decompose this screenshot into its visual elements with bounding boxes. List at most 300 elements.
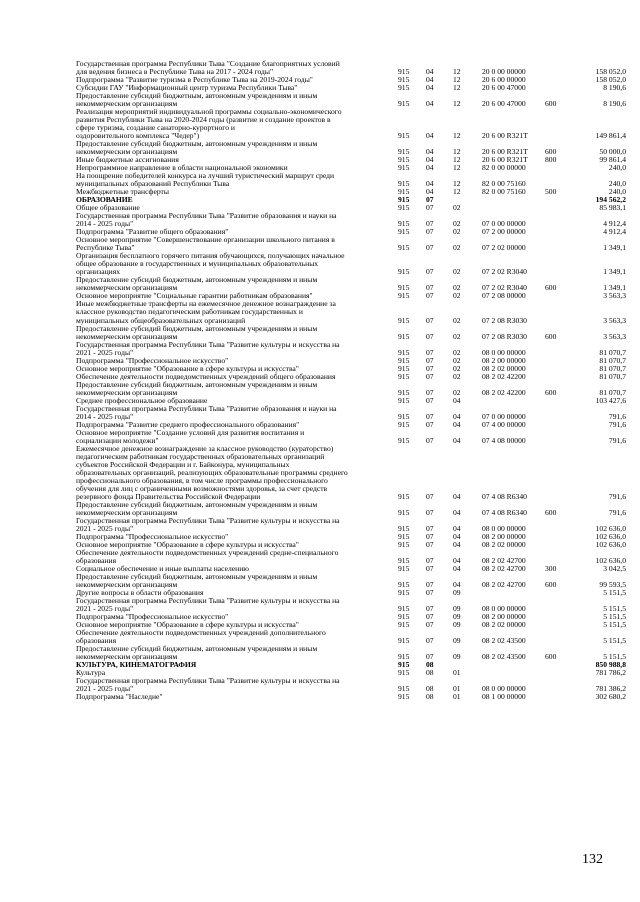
- target-article-code: 07 2 02 R3040: [482, 267, 527, 277]
- row-name: Основное мероприятие "Образование в сфере культуры и искусства": [76, 539, 299, 549]
- row-name: Государственная программа Республики Тыва "Создание благоприятных условий для ведения бизнеса в Республике Тыва на 2017 - 2024 годы": [76, 59, 340, 77]
- amount: 8 190,6: [603, 99, 626, 109]
- table-row: [76, 445, 626, 501]
- section-code: 07: [426, 620, 434, 630]
- target-article-code: 08 2 02 42700: [482, 563, 526, 573]
- subsection-code: 02: [453, 355, 461, 365]
- row-name: Подпрограмма "Профессиональное искусство": [76, 531, 229, 541]
- section-code: 07: [426, 491, 434, 501]
- ministry-code: 915: [398, 203, 410, 213]
- subsection-code: 09: [453, 652, 461, 662]
- amount: 85 983,1: [599, 203, 626, 213]
- target-article-code: 20 6 00 R321Т: [482, 155, 528, 165]
- section-code: 07: [426, 612, 434, 622]
- amount: 850 988,8: [595, 660, 626, 670]
- ministry-code: 915: [398, 668, 410, 678]
- subsection-code: 02: [453, 219, 461, 229]
- amount: 102 636,0: [595, 539, 626, 549]
- target-article-code: 20 6 00 R321Т: [482, 147, 528, 157]
- expense-type-code: 500: [545, 187, 557, 197]
- target-article-code: 07 2 08 R3030: [482, 331, 527, 341]
- row-name: Государственная программа Республики Тыва "Развитие культуры и искусства на 2021 - 2025 годы": [76, 596, 340, 614]
- row-name: Иные межбюджетные трансферты на ежемесячное денежное вознаграждение за классное руководство педагогическим работникам государственных и муниципальных общеобразовательных организаций: [76, 299, 336, 325]
- target-article-code: 07 2 08 00000: [482, 291, 526, 301]
- target-article-code: 07 2 08 R3030: [482, 315, 527, 325]
- amount: 4 912,4: [603, 227, 626, 237]
- row-name: Иные бюджетные ассигнования: [76, 155, 179, 165]
- amount: 99 593,5: [599, 580, 626, 590]
- target-article-code: 07 4 08 00000: [482, 435, 526, 445]
- table-row: [76, 405, 626, 421]
- section-code: 07: [426, 507, 434, 517]
- subsection-code: 12: [453, 83, 461, 93]
- amount: 302 680,2: [595, 692, 626, 702]
- row-name: Предоставление субсидий бюджетным, автономным учреждениям и иным некоммерческим организациям: [76, 644, 318, 662]
- amount: 4 912,4: [603, 219, 626, 229]
- target-article-code: 20 0 00 00000: [482, 67, 526, 77]
- table-row: [76, 597, 626, 613]
- section-code: 04: [426, 187, 434, 197]
- amount: 103 427,6: [595, 395, 626, 405]
- row-name: Непрограммное направление в области национальной экономики: [76, 163, 288, 173]
- amount: 102 636,0: [595, 523, 626, 533]
- section-code: 07: [426, 387, 434, 397]
- row-name: Подпрограмма "Наследие": [76, 692, 163, 702]
- subsection-code: 01: [453, 692, 461, 702]
- table-row: [76, 677, 626, 693]
- ministry-code: 915: [398, 291, 410, 301]
- ministry-code: 915: [398, 227, 410, 237]
- ministry-code: 915: [398, 179, 410, 189]
- subsection-code: 04: [453, 419, 461, 429]
- row-name: Культура: [76, 668, 106, 678]
- section-code: 07: [426, 419, 434, 429]
- amount: 1 349,1: [603, 267, 626, 277]
- expense-type-code: 600: [545, 580, 557, 590]
- table-row: [76, 501, 626, 517]
- subsection-code: 09: [453, 620, 461, 630]
- row-name: Реализация мероприятий индивидуальной программы социально-экономического развития Республики Тыва на 2020-2024 годы (развитие и создание проектов в сфере туризма, создание санаторно-курортного и оздоровительного комплекса "Чедер"): [76, 107, 342, 141]
- target-article-code: 20 6 00 47000: [482, 99, 526, 109]
- section-code: 04: [426, 67, 434, 77]
- target-article-code: 20 6 00 R321Т: [482, 131, 528, 141]
- section-code: 07: [426, 411, 434, 421]
- amount: 81 070,7: [599, 371, 626, 381]
- ministry-code: 915: [398, 588, 410, 598]
- row-name: Подпрограмма "Профессиональное искусство": [76, 355, 229, 365]
- target-article-code: 08 0 00 00000: [482, 684, 526, 694]
- section-code: 07: [426, 315, 434, 325]
- row-name: Подпрограмма "Развитие общего образования": [76, 227, 229, 237]
- amount: 81 070,7: [599, 355, 626, 365]
- ministry-code: 915: [398, 563, 410, 573]
- subsection-code: 04: [453, 531, 461, 541]
- ministry-code: 915: [398, 419, 410, 429]
- ministry-code: 915: [398, 219, 410, 229]
- section-code: 04: [426, 155, 434, 165]
- ministry-code: 915: [398, 435, 410, 445]
- table-row: [76, 236, 626, 252]
- target-article-code: 07 2 00 00000: [482, 227, 526, 237]
- row-name: Предоставление субсидий бюджетным, автономным учреждениям и иным некоммерческим организациям: [76, 379, 318, 397]
- expense-type-code: 600: [545, 331, 557, 341]
- ministry-code: 915: [398, 131, 410, 141]
- row-name: Среднее профессиональное образование: [76, 395, 208, 405]
- section-code: 07: [426, 395, 434, 405]
- subsection-code: 02: [453, 227, 461, 237]
- subsection-code: 12: [453, 131, 461, 141]
- subsection-code: 02: [453, 243, 461, 253]
- subsection-code: 12: [453, 67, 461, 77]
- section-row: [76, 196, 626, 204]
- amount: 3 042,5: [603, 563, 626, 573]
- ministry-code: 915: [398, 692, 410, 702]
- subsection-code: 12: [453, 75, 461, 85]
- section-code: 07: [426, 604, 434, 614]
- expense-type-code: 600: [545, 99, 557, 109]
- ministry-code: 915: [398, 67, 410, 77]
- target-article-code: 08 2 02 00000: [482, 620, 526, 630]
- subsection-code: 04: [453, 555, 461, 565]
- table-row: [76, 300, 626, 324]
- amount: 194 562,2: [595, 195, 626, 205]
- row-name: ОБРАЗОВАНИЕ: [76, 195, 133, 205]
- ministry-code: 915: [398, 387, 410, 397]
- section-code: 08: [426, 668, 434, 678]
- table-row: [76, 629, 626, 645]
- subsection-code: 09: [453, 612, 461, 622]
- amount: 791,6: [608, 411, 626, 421]
- target-article-code: 08 2 02 43500: [482, 636, 526, 646]
- table-row: [76, 92, 626, 108]
- row-name: Предоставление субсидий бюджетным, автономным учреждениям и иным некоммерческим организациям: [76, 323, 318, 341]
- amount: 102 636,0: [595, 555, 626, 565]
- ministry-code: 915: [398, 411, 410, 421]
- section-code: 08: [426, 692, 434, 702]
- row-name: Субсидии ГАУ "Информационный центр туризма Республики Тыва": [76, 83, 298, 93]
- target-article-code: 07 4 08 R6340: [482, 507, 527, 517]
- amount: 5 151,5: [603, 588, 626, 598]
- section-code: 07: [426, 531, 434, 541]
- amount: 1 349,1: [603, 243, 626, 253]
- ministry-code: 915: [398, 660, 410, 670]
- table-row: [76, 381, 626, 397]
- subsection-code: 02: [453, 203, 461, 213]
- ministry-code: 915: [398, 580, 410, 590]
- table-row: [76, 276, 626, 292]
- row-name: Организация бесплатного горячего питания обучающихся, получающих начальное общее образование в государственных и муниципальных образовательных организациях: [76, 251, 345, 277]
- row-name: Межбюджетные трансферты: [76, 187, 169, 197]
- table-row: [76, 188, 626, 196]
- table-row: [76, 549, 626, 565]
- target-article-code: 08 2 00 00000: [482, 355, 526, 365]
- ministry-code: 915: [398, 243, 410, 253]
- section-code: 04: [426, 99, 434, 109]
- subsection-code: 02: [453, 331, 461, 341]
- amount: 240,0: [608, 179, 626, 189]
- amount: 5 151,5: [603, 652, 626, 662]
- expense-type-code: 600: [545, 147, 557, 157]
- table-row: [76, 517, 626, 533]
- expense-type-code: 600: [545, 387, 557, 397]
- section-code: 07: [426, 588, 434, 598]
- amount: 81 070,7: [599, 387, 626, 397]
- row-name: Государственная программа Республики Тыва "Развитие культуры и искусства на 2021 - 2025 годы": [76, 515, 340, 533]
- amount: 3 563,3: [603, 331, 626, 341]
- row-name: Предоставление субсидий бюджетным, автономным учреждениям и иным некоммерческим организациям: [76, 275, 318, 293]
- section-code: 07: [426, 563, 434, 573]
- section-code: 04: [426, 163, 434, 173]
- amount: 1 349,1: [603, 283, 626, 293]
- row-name: Основное мероприятие "Социальные гарантии работникам образования": [76, 291, 313, 301]
- row-name: Основное мероприятие "Создание условий для развития воспитания и социализации молодежи": [76, 427, 305, 445]
- table-row: [76, 429, 626, 445]
- section-code: 04: [426, 179, 434, 189]
- subsection-code: 12: [453, 99, 461, 109]
- row-name: Основное мероприятие "Образование в сфере культуры и искусства": [76, 363, 299, 373]
- amount: 81 070,7: [599, 363, 626, 373]
- section-code: 07: [426, 347, 434, 357]
- section-code: 07: [426, 523, 434, 533]
- subsection-code: 04: [453, 435, 461, 445]
- section-code: 07: [426, 371, 434, 381]
- section-code: 04: [426, 83, 434, 93]
- subsection-code: 04: [453, 563, 461, 573]
- section-code: 07: [426, 227, 434, 237]
- section-code: 07: [426, 435, 434, 445]
- section-code: 07: [426, 652, 434, 662]
- table-row: [76, 172, 626, 188]
- amount: 791,6: [608, 507, 626, 517]
- ministry-code: 915: [398, 163, 410, 173]
- row-name: Социальное обеспечение и иные выплаты населению: [76, 563, 249, 573]
- amount: 3 563,3: [603, 291, 626, 301]
- section-row: [76, 661, 626, 669]
- expense-type-code: 600: [545, 507, 557, 517]
- table-row: [76, 573, 626, 589]
- subsection-code: 01: [453, 684, 461, 694]
- section-code: 07: [426, 355, 434, 365]
- subsection-code: 12: [453, 187, 461, 197]
- ministry-code: 915: [398, 531, 410, 541]
- ministry-code: 915: [398, 267, 410, 277]
- row-name: Предоставление субсидий бюджетным, автономным учреждениям и иным некоммерческим организациям: [76, 91, 318, 109]
- section-code: 07: [426, 636, 434, 646]
- ministry-code: 915: [398, 331, 410, 341]
- amount: 240,0: [608, 163, 626, 173]
- target-article-code: 20 6 00 47000: [482, 83, 526, 93]
- section-code: 07: [426, 283, 434, 293]
- amount: 3 563,3: [603, 315, 626, 325]
- target-article-code: 07 2 02 R3040: [482, 283, 527, 293]
- ministry-code: 915: [398, 604, 410, 614]
- subsection-code: 04: [453, 539, 461, 549]
- section-code: 07: [426, 580, 434, 590]
- target-article-code: 08 2 02 42700: [482, 580, 526, 590]
- table-row: [76, 645, 626, 661]
- target-article-code: 82 0 00 00000: [482, 163, 526, 173]
- amount: 50 000,0: [599, 147, 626, 157]
- amount: 99 861,4: [599, 155, 626, 165]
- row-name: Предоставление субсидий бюджетным, автономным учреждениям и иным некоммерческим организациям: [76, 499, 318, 517]
- target-article-code: 08 2 02 42200: [482, 387, 526, 397]
- ministry-code: 915: [398, 99, 410, 109]
- amount: 791,6: [608, 491, 626, 501]
- target-article-code: 08 0 00 00000: [482, 604, 526, 614]
- row-name: Ежемесячное денежное вознаграждение за классное руководство (кураторство) педагогическим работникам государственных образовательных организаций субъектов Российской Федерации и г. Байконура, муниципальных образовательных организаций, реализующих образовательные программы среднего профессионального образования, в том числе программы профессионального обучения для лиц с ограниченными возможностями здоровья, за счет средств резервного фонда Правительства Российской Федерации: [76, 443, 348, 501]
- amount: 81 070,7: [599, 347, 626, 357]
- ministry-code: 915: [398, 684, 410, 694]
- amount: 781 786,2: [595, 668, 626, 678]
- section-code: 07: [426, 291, 434, 301]
- row-name: КУЛЬТУРА, КИНЕМАТОГРАФИЯ: [76, 660, 197, 670]
- subsection-code: 04: [453, 580, 461, 590]
- table-row: [76, 60, 626, 76]
- section-code: 07: [426, 539, 434, 549]
- amount: 102 636,0: [595, 531, 626, 541]
- target-article-code: 08 1 00 00000: [482, 692, 526, 702]
- amount: 791,6: [608, 419, 626, 429]
- ministry-code: 915: [398, 652, 410, 662]
- ministry-code: 915: [398, 75, 410, 85]
- row-name: Государственная программа Республики Тыва "Развитие культуры и искусства на 2021 - 2025 годы": [76, 676, 340, 694]
- subsection-code: 02: [453, 363, 461, 373]
- subsection-code: 09: [453, 636, 461, 646]
- target-article-code: 07 4 00 00000: [482, 419, 526, 429]
- ministry-code: 915: [398, 187, 410, 197]
- amount: 5 151,5: [603, 604, 626, 614]
- target-article-code: 08 2 00 00000: [482, 531, 526, 541]
- target-article-code: 07 0 00 00000: [482, 411, 526, 421]
- ministry-code: 915: [398, 636, 410, 646]
- row-name: Подпрограмма "Профессиональное искусство": [76, 612, 229, 622]
- table-row: [76, 693, 626, 701]
- subsection-code: 02: [453, 291, 461, 301]
- ministry-code: 915: [398, 83, 410, 93]
- ministry-code: 915: [398, 155, 410, 165]
- row-name: Предоставление субсидий бюджетным, автономным учреждениям и иным некоммерческим организациям: [76, 572, 318, 590]
- subsection-code: 01: [453, 668, 461, 678]
- section-code: 07: [426, 219, 434, 229]
- row-name: Государственная программа Республики Тыва "Развитие культуры и искусства на 2021 - 2025 годы": [76, 339, 340, 357]
- subsection-code: 09: [453, 588, 461, 598]
- row-name: Обеспечение деятельности подведомственных учреждений средне-специального образования: [76, 547, 339, 565]
- row-name: Обеспечение деятельности подведомственных учреждений дополнительного образования: [76, 628, 326, 646]
- target-article-code: 08 2 02 00000: [482, 539, 526, 549]
- ministry-code: 915: [398, 491, 410, 501]
- target-article-code: 08 2 00 00000: [482, 612, 526, 622]
- row-name: Подпрограмма "Развитие туризма в Республике Тыва на 2019-2024 годы": [76, 75, 313, 85]
- section-code: 07: [426, 363, 434, 373]
- subsection-code: 12: [453, 147, 461, 157]
- subsection-code: 04: [453, 411, 461, 421]
- amount: 240,0: [608, 187, 626, 197]
- budget-table: [76, 60, 626, 701]
- ministry-code: 915: [398, 371, 410, 381]
- ministry-code: 915: [398, 147, 410, 157]
- ministry-code: 915: [398, 195, 410, 205]
- ministry-code: 915: [398, 355, 410, 365]
- table-row: [76, 140, 626, 156]
- expense-type-code: 300: [545, 563, 557, 573]
- section-code: 08: [426, 660, 434, 670]
- expense-type-code: 800: [545, 155, 557, 165]
- subsection-code: 04: [453, 507, 461, 517]
- subsection-code: 02: [453, 315, 461, 325]
- target-article-code: 20 6 00 00000: [482, 75, 526, 85]
- subsection-code: 09: [453, 604, 461, 614]
- subsection-code: 02: [453, 347, 461, 357]
- ministry-code: 915: [398, 523, 410, 533]
- expense-type-code: 600: [545, 283, 557, 293]
- section-code: 04: [426, 75, 434, 85]
- target-article-code: 08 0 00 00000: [482, 347, 526, 357]
- target-article-code: 08 2 02 00000: [482, 363, 526, 373]
- ministry-code: 915: [398, 363, 410, 373]
- subsection-code: 02: [453, 283, 461, 293]
- section-code: 07: [426, 267, 434, 277]
- ministry-code: 915: [398, 620, 410, 630]
- section-code: 07: [426, 331, 434, 341]
- table-row: [76, 252, 626, 276]
- row-name: Основное мероприятие "Совершенствование организации школьного питания в Республике Тыва": [76, 235, 335, 253]
- row-name: На поощрение победителей конкурса на лучший туристический маршрут среди муниципальных образований Республики Тыва: [76, 171, 335, 189]
- section-code: 04: [426, 131, 434, 141]
- section-code: 07: [426, 195, 434, 205]
- target-article-code: 08 2 02 42200: [482, 371, 526, 381]
- row-name: Предоставление субсидий бюджетным, автономным учреждениям и иным некоммерческим организациям: [76, 139, 318, 157]
- expense-type-code: 600: [545, 652, 557, 662]
- table-row: [76, 108, 626, 140]
- target-article-code: 08 2 02 43500: [482, 652, 526, 662]
- ministry-code: 915: [398, 395, 410, 405]
- subsection-code: 04: [453, 491, 461, 501]
- amount: 5 151,5: [603, 620, 626, 630]
- section-code: 07: [426, 555, 434, 565]
- row-name: Другие вопросы в области образования: [76, 588, 204, 598]
- table-row: [76, 212, 626, 228]
- subsection-code: 04: [453, 523, 461, 533]
- page-number: 132: [582, 852, 603, 867]
- target-article-code: 08 0 00 00000: [482, 523, 526, 533]
- row-name: Основное мероприятие "Образование в сфере культуры и искусства": [76, 620, 299, 630]
- section-code: 04: [426, 147, 434, 157]
- ministry-code: 915: [398, 347, 410, 357]
- amount: 5 151,5: [603, 612, 626, 622]
- ministry-code: 915: [398, 507, 410, 517]
- subsection-code: 04: [453, 395, 461, 405]
- target-article-code: 07 0 00 00000: [482, 219, 526, 229]
- ministry-code: 915: [398, 315, 410, 325]
- subsection-code: 12: [453, 179, 461, 189]
- section-code: 08: [426, 684, 434, 694]
- ministry-code: 915: [398, 612, 410, 622]
- row-name: Общее образование: [76, 203, 140, 213]
- amount: 158 052,0: [595, 75, 626, 85]
- row-name: Обеспечение деятельности подведомственных учреждений общего образования: [76, 371, 336, 381]
- row-name: Государственная программа Республики Тыва "Развитие образования и науки на 2014 - 2025 годы": [76, 403, 337, 421]
- ministry-code: 915: [398, 539, 410, 549]
- target-article-code: 82 0 00 75160: [482, 187, 526, 197]
- table-row: [76, 341, 626, 357]
- ministry-code: 915: [398, 283, 410, 293]
- amount: 791,6: [608, 435, 626, 445]
- section-code: 07: [426, 203, 434, 213]
- ministry-code: 915: [398, 555, 410, 565]
- target-article-code: 07 2 02 00000: [482, 243, 526, 253]
- subsection-code: 12: [453, 155, 461, 165]
- amount: 5 151,5: [603, 636, 626, 646]
